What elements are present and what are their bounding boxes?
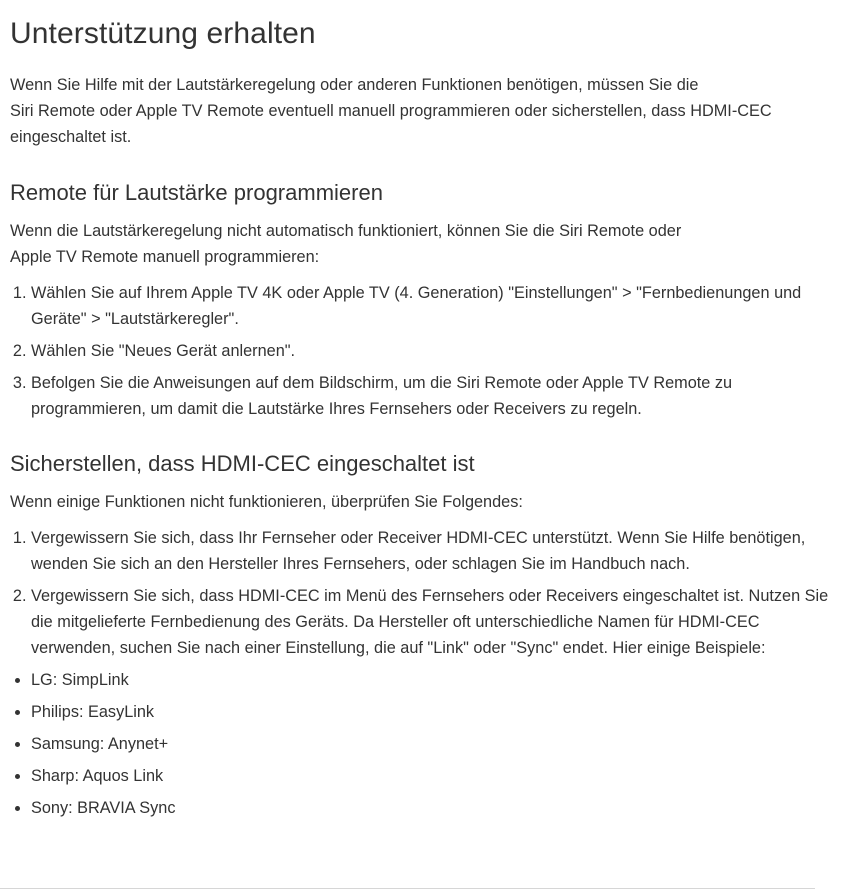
cec-step: 1. Vergewissern Sie sich, dass Ihr Fernseher oder Receiver HDMI-CEC unterstützt. Wenn Sie Hilfe benötigen, wenden Sie sich an den Hersteller Ihres Fernsehers, oder schlagen Sie im Handbuch nach. bbox=[31, 525, 840, 577]
brand-example: • Sharp: Aquos Link bbox=[31, 763, 840, 789]
cec-lead-paragraph: Wenn einige Funktionen nicht funktionieren, überprüfen Sie Folgendes: bbox=[10, 493, 523, 511]
volume-lead-line-2: Apple TV Remote manuell programmieren: bbox=[10, 248, 320, 266]
brand-example: • Samsung: Anynet+ bbox=[31, 731, 840, 757]
section-divider bbox=[0, 888, 815, 889]
brand-example: • Philips: EasyLink bbox=[31, 699, 840, 725]
intro-line-2: Siri Remote oder Apple TV Remote eventuell manuell programmieren oder sicherstellen, dass HDMI-CEC eingeschaltet ist. bbox=[10, 102, 772, 146]
brand-examples-list bbox=[10, 667, 840, 821]
volume-steps-list bbox=[10, 280, 840, 422]
article bbox=[10, 0, 840, 821]
brand-example: • LG: SimpLink bbox=[31, 667, 840, 693]
volume-step: 3. Befolgen Sie die Anweisungen auf dem Bildschirm, um die Siri Remote oder Apple TV Remote zu programmieren, um damit die Lautstärke Ihres Fernsehers oder Receivers zu regeln. bbox=[31, 370, 840, 422]
intro-paragraph bbox=[10, 72, 840, 150]
volume-lead-paragraph bbox=[10, 218, 840, 270]
volume-step: 2. Wählen Sie "Neues Gerät anlernen". bbox=[31, 338, 840, 364]
cec-section-heading: Sicherstellen, dass HDMI-CEC eingeschaltet ist bbox=[10, 451, 475, 476]
volume-section-heading: Remote für Lautstärke programmieren bbox=[10, 180, 383, 205]
cec-step: 2. Vergewissern Sie sich, dass HDMI-CEC im Menü des Fernsehers oder Receivers eingeschaltet ist. Nutzen Sie die mitgelieferte Fernbedienung des Geräts. Da Hersteller oft unterschiedliche Namen für HDMI-CEC verwenden, suchen Sie nach einer Einstellung, die auf "Link" oder "Sync" endet. Hier einige Beispiele: bbox=[31, 583, 840, 661]
intro-line-1: Wenn Sie Hilfe mit der Lautstärkeregelung oder anderen Funktionen benötigen, müssen Sie die bbox=[10, 76, 699, 94]
page-title: Unterstützung erhalten bbox=[10, 17, 316, 50]
brand-example: • Sony: BRAVIA Sync bbox=[31, 795, 840, 821]
volume-lead-line-1: Wenn die Lautstärkeregelung nicht automatisch funktioniert, können Sie die Siri Remote oder bbox=[10, 222, 682, 240]
volume-step: 1. Wählen Sie auf Ihrem Apple TV 4K oder Apple TV (4. Generation) "Einstellungen" > "Fernbedienungen und Geräte" > "Lautstärkeregler". bbox=[31, 280, 840, 332]
cec-steps-list bbox=[10, 525, 840, 661]
